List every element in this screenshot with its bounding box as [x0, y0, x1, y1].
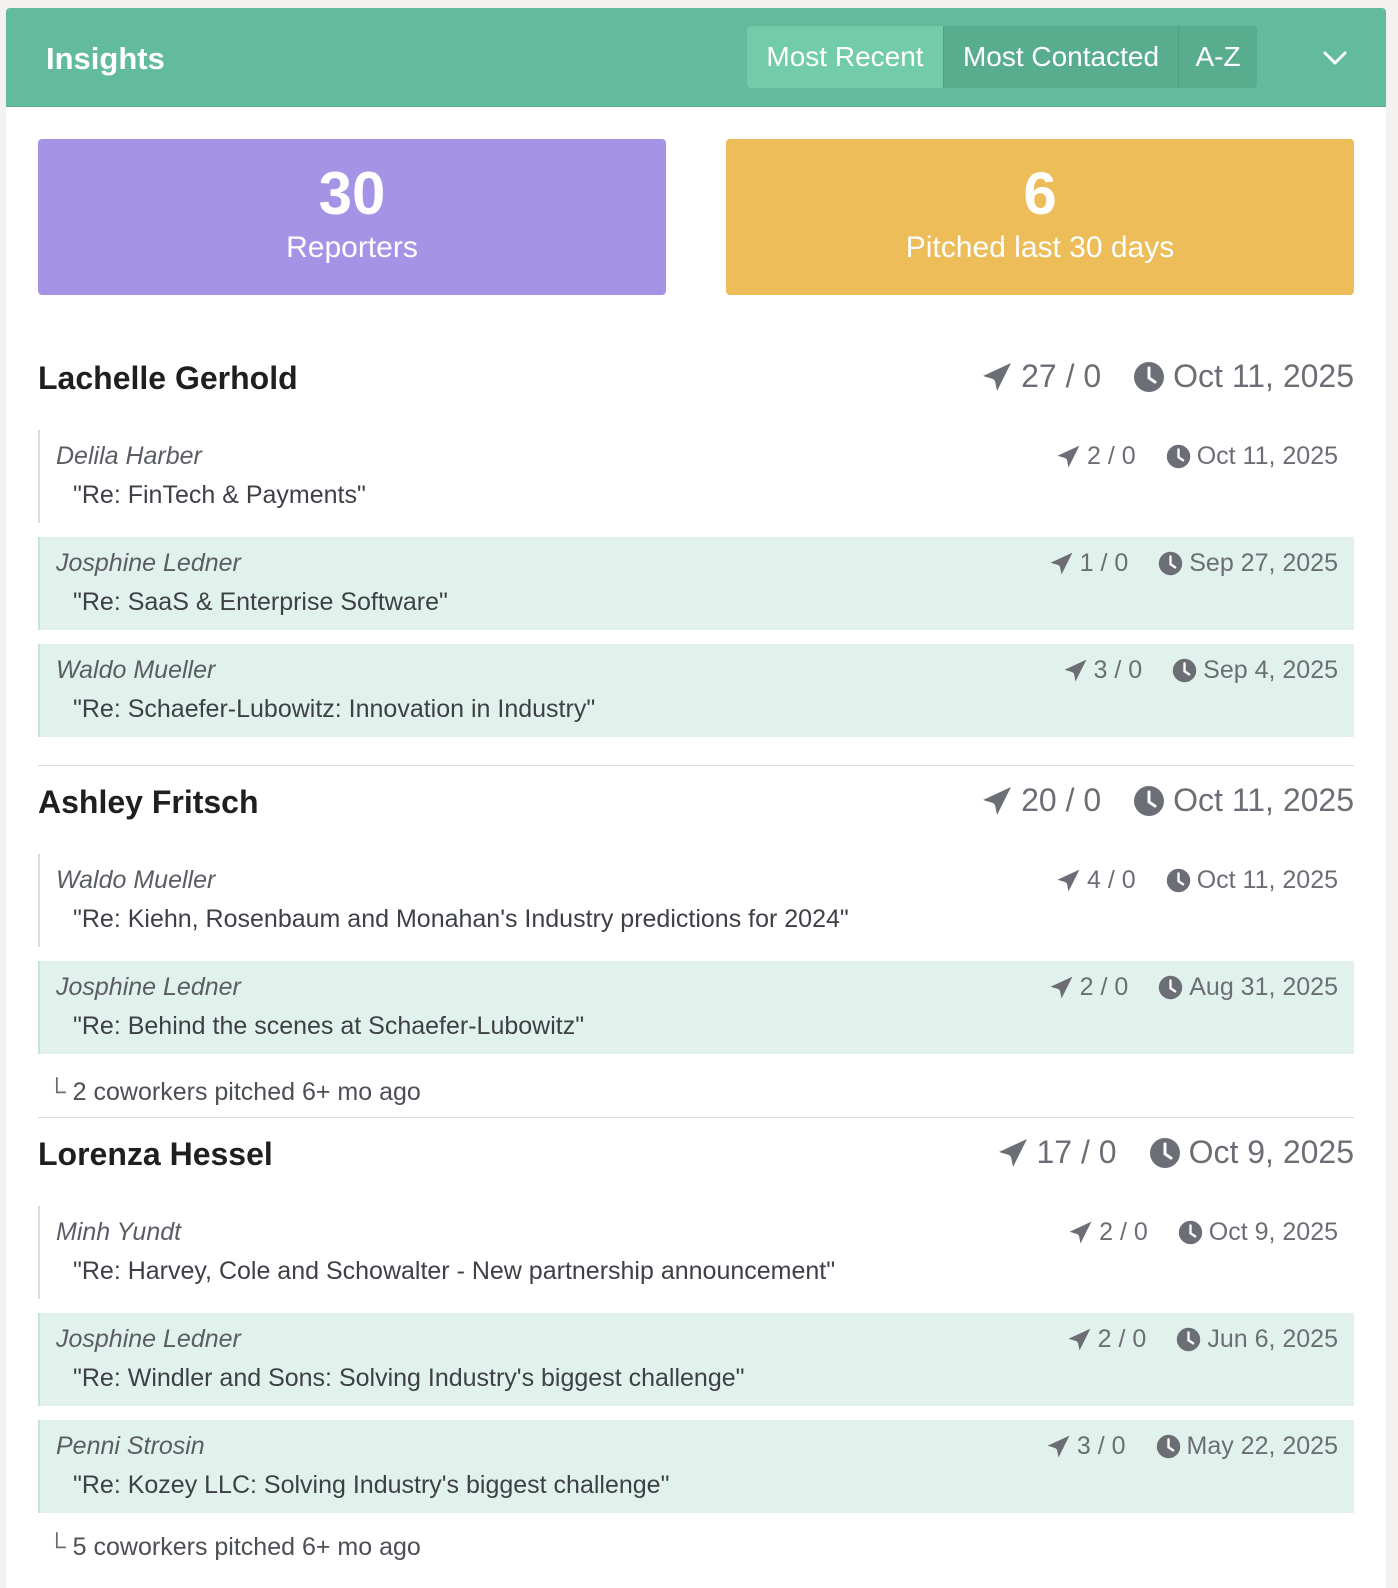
pitch-subject: "Re: Windler and Sons: Solving Industry's biggest challenge" — [73, 1364, 745, 1392]
pitch-row[interactable] — [38, 854, 1354, 947]
pitch-date: Oct 11, 2025 — [1196, 866, 1338, 894]
pitch-meta — [1046, 1432, 1338, 1461]
stats-row — [38, 139, 1354, 295]
insights-panel — [6, 8, 1386, 1588]
clock-icon — [1166, 444, 1191, 469]
reporter-pitch-counts: 20 / 0 — [1021, 782, 1102, 818]
coworkers-note[interactable] — [48, 1078, 421, 1107]
panel-header — [6, 8, 1386, 107]
pitch-date: Sep 27, 2025 — [1189, 549, 1338, 577]
reporter-meta — [997, 1134, 1355, 1171]
pitch-meta — [1056, 442, 1338, 471]
pitch-meta — [1056, 866, 1338, 895]
pitch-row[interactable] — [38, 430, 1354, 523]
pitch-meta — [1049, 549, 1338, 578]
reporter-divider — [38, 765, 1354, 766]
reporter-header — [38, 784, 1354, 828]
paper-plane-icon — [1067, 1327, 1092, 1352]
pitch-row[interactable] — [38, 644, 1354, 737]
pitch-meta — [1068, 1218, 1338, 1247]
clock-icon — [1158, 975, 1183, 1000]
reporters-count: 30 — [318, 160, 386, 227]
clock-icon — [1133, 785, 1165, 817]
tree-branch-icon: └ — [48, 1078, 66, 1106]
clock-icon — [1178, 1220, 1203, 1245]
clock-icon — [1156, 1434, 1181, 1459]
pitch-counts: 2 / 0 — [1087, 442, 1136, 470]
paper-plane-icon — [1046, 1434, 1071, 1459]
pitch-counts: 2 / 0 — [1099, 1218, 1148, 1246]
pitch-date: Oct 9, 2025 — [1208, 1218, 1338, 1246]
pitched-count: 6 — [1023, 160, 1057, 227]
reporter-header — [38, 1136, 1354, 1180]
reporter-header — [38, 360, 1354, 404]
pitcher-name: Josphine Ledner — [56, 973, 241, 1001]
clock-icon — [1133, 361, 1165, 393]
reporter-last-date: Oct 11, 2025 — [1173, 782, 1354, 818]
paper-plane-icon — [1056, 868, 1081, 893]
reporter-meta — [981, 782, 1354, 819]
pitch-row[interactable] — [38, 961, 1354, 1054]
pitch-counts: 3 / 0 — [1076, 1432, 1126, 1460]
pitch-counts: 2 / 0 — [1097, 1325, 1147, 1353]
pitch-counts: 1 / 0 — [1079, 549, 1129, 577]
pitcher-name: Minh Yundt — [56, 1218, 182, 1246]
reporter-card — [38, 1134, 1354, 1561]
reporter-name[interactable]: Lorenza Hessel — [38, 1136, 273, 1172]
pitch-subject: "Re: Kozey LLC: Solving Industry's biggest challenge" — [73, 1471, 670, 1499]
reporter-name[interactable]: Ashley Fritsch — [38, 784, 259, 820]
paper-plane-icon — [981, 785, 1013, 817]
tree-branch-icon: └ — [48, 1533, 66, 1561]
reporters-stat-card — [38, 139, 666, 295]
reporter-pitch-counts: 27 / 0 — [1021, 358, 1102, 394]
pitch-date: Aug 31, 2025 — [1189, 973, 1338, 1001]
paper-plane-icon — [1056, 444, 1081, 469]
tab-most-recent[interactable]: Most Recent — [747, 26, 943, 88]
pitched-label: Pitched last 30 days — [905, 231, 1175, 264]
pitch-meta — [1067, 1325, 1338, 1354]
pitcher-name: Waldo Mueller — [56, 656, 216, 684]
pitch-subject: "Re: Kiehn, Rosenbaum and Monahan's Industry predictions for 2024" — [73, 905, 849, 933]
pitch-date: Sep 4, 2025 — [1203, 656, 1338, 684]
pitched-stat-card — [726, 139, 1354, 295]
pitch-subject: "Re: SaaS & Enterprise Software" — [73, 588, 448, 616]
paper-plane-icon — [1063, 658, 1088, 683]
pitch-subject: "Re: FinTech & Payments" — [73, 481, 366, 509]
pitcher-name: Delila Harber — [56, 442, 202, 470]
pitcher-name: Penni Strosin — [56, 1432, 205, 1460]
clock-icon — [1176, 1327, 1201, 1352]
reporter-card — [38, 782, 1354, 1106]
clock-icon — [1158, 551, 1183, 576]
pitch-counts: 4 / 0 — [1087, 866, 1136, 894]
paper-plane-icon — [1049, 551, 1074, 576]
coworkers-note[interactable] — [48, 1533, 421, 1562]
pitch-subject: "Re: Behind the scenes at Schaefer-Lubowitz" — [73, 1012, 585, 1040]
pitch-row[interactable] — [38, 1313, 1354, 1406]
paper-plane-icon — [1068, 1220, 1093, 1245]
coworkers-text: 2 coworkers pitched 6+ mo ago — [72, 1078, 421, 1106]
reporter-last-date: Oct 11, 2025 — [1173, 358, 1354, 394]
reporters-label: Reporters — [286, 231, 418, 264]
pitch-date: Jun 6, 2025 — [1207, 1325, 1338, 1353]
clock-icon — [1172, 658, 1197, 683]
pitch-meta — [1049, 973, 1338, 1002]
paper-plane-icon — [997, 1137, 1029, 1169]
reporter-name[interactable]: Lachelle Gerhold — [38, 360, 298, 396]
paper-plane-icon — [1049, 975, 1074, 1000]
pitch-row[interactable] — [38, 1206, 1354, 1299]
paper-plane-icon — [981, 361, 1013, 393]
clock-icon — [1149, 1137, 1181, 1169]
panel-title: Insights — [46, 41, 165, 76]
coworkers-text: 5 coworkers pitched 6+ mo ago — [72, 1533, 421, 1561]
pitcher-name: Josphine Ledner — [56, 549, 241, 577]
reporter-last-date: Oct 9, 2025 — [1188, 1134, 1354, 1170]
pitch-subject: "Re: Harvey, Cole and Schowalter - New partnership announcement" — [73, 1257, 836, 1285]
chevron-down-icon[interactable] — [1320, 46, 1350, 70]
pitch-subject: "Re: Schaefer-Lubowitz: Innovation in Industry" — [73, 695, 596, 723]
pitch-counts: 2 / 0 — [1079, 973, 1129, 1001]
reporter-pitch-counts: 17 / 0 — [1036, 1134, 1117, 1170]
tab-most-contacted[interactable]: Most Contacted — [943, 26, 1178, 88]
pitcher-name: Waldo Mueller — [56, 866, 216, 894]
pitch-counts: 3 / 0 — [1093, 656, 1143, 684]
clock-icon — [1166, 868, 1191, 893]
pitch-date: May 22, 2025 — [1186, 1432, 1338, 1460]
pitch-date: Oct 11, 2025 — [1196, 442, 1338, 470]
reporter-card — [38, 358, 1354, 723]
reporter-meta — [981, 358, 1354, 395]
pitch-row[interactable] — [38, 1420, 1354, 1513]
reporter-divider — [38, 1117, 1354, 1118]
tab-a-z[interactable]: A-Z — [1178, 26, 1257, 88]
sort-tabs — [747, 26, 1257, 88]
pitcher-name: Josphine Ledner — [56, 1325, 241, 1353]
pitch-row[interactable] — [38, 537, 1354, 630]
pitch-meta — [1063, 656, 1339, 685]
